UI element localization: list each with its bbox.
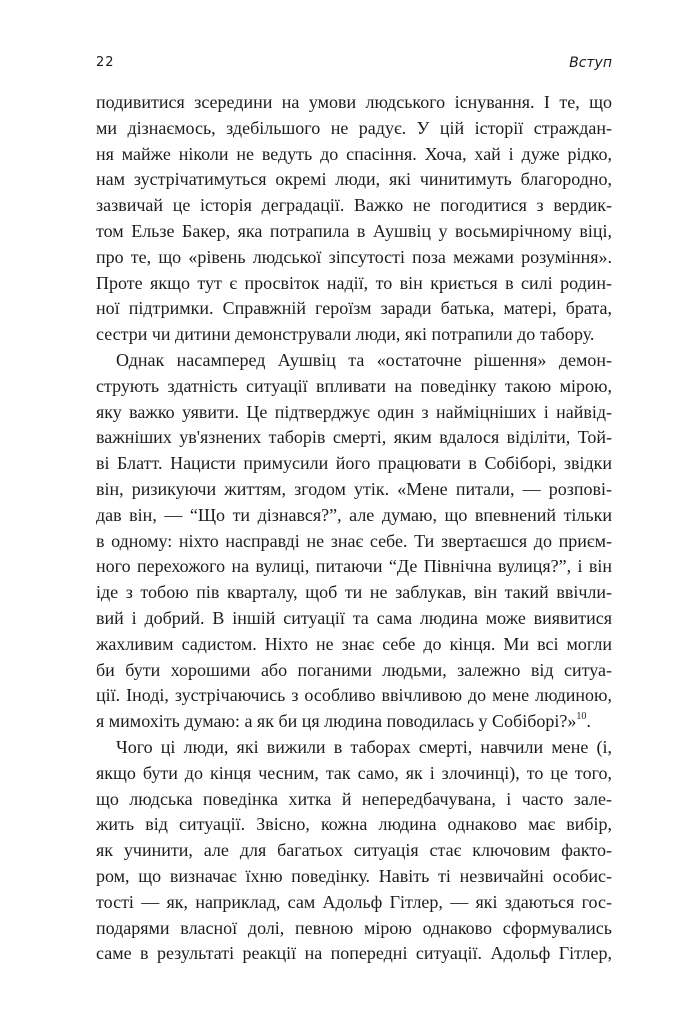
text-line: саме в результаті реакції на попередні ситуації. Адольф Гітлер,: [96, 943, 612, 964]
text-line: струють здатність ситуації впливати на поведінку такою мірою,: [96, 375, 612, 396]
running-head: Вступ: [569, 55, 612, 71]
text-line: про те, що «рівень людської зіпсутості поза межами розуміння».: [96, 246, 612, 267]
text-line: вий і добрий. В іншій ситуації та сама людина може виявитися: [96, 607, 612, 628]
text-line: ної підтримки. Справжній героїзм заради батька, матері, брата,: [96, 298, 612, 319]
text-line: іде з тобою пів кварталу, щоб ти не заблукав, він такий ввічли-: [96, 582, 612, 603]
text-line: ції. Іноді, зустрічаючись з особливо ввічливою до мене людиною,: [96, 685, 612, 706]
text-line: жить від ситуації. Звісно, кожна людина однаково має вибір,: [96, 814, 612, 835]
body-text: [96, 90, 612, 967]
text-line: нам зустрічатимуться окремі люди, які чинитимуть благородно,: [96, 169, 612, 190]
text-line: яку важко уявити. Це підтверджує один з найміцніших і найвід-: [96, 401, 612, 422]
text-line: як учинити, але для багатьох ситуація стає ключовим факто-: [96, 840, 612, 861]
text-line: дав він, — “Що ти дізнався?”, але думаю, що впевнений тільки: [96, 504, 612, 525]
text-line: важніших ув'язнених таборів смерті, яким вдалося віділіти, Той-: [96, 427, 612, 448]
text-line: тості — як, наприклад, сам Адольф Гітлер, — які здаються гос-: [96, 891, 612, 912]
text-line: жахливим садистом. Ніхто не знає себе до кінця. Ми всі могли: [96, 633, 612, 654]
text-line: ня майже ніколи не ведуть до спасіння. Хоча, хай і дуже рідко,: [96, 143, 612, 164]
text-line: подарями власної долі, певною мірою однаково сформувались: [96, 917, 612, 938]
page-number: 22: [96, 55, 115, 70]
text-line: в одному: ніхто насправді не знає себе. Ти звертаєшся до приєм-: [96, 530, 612, 551]
text-line: би бути хорошими або поганими людьми, залежно від ситуа-: [96, 659, 612, 680]
paragraph-2: [96, 348, 612, 735]
text-line: Проте якщо тут є просвіток надії, то він криється в силі родин-: [96, 272, 612, 293]
text-line-with-footnote: я мимохіть думаю: а як би ця людина поводилась у Собіборі?»$^{10}$.: [96, 711, 591, 732]
text-line: сестри чи дитини демонстрували люди, які потрапили до табору.: [96, 324, 595, 345]
text-line: Однак насамперед Аушвіц та «остаточне рішення» демон-: [116, 349, 612, 370]
text-line: якщо бути до кінця чесним, так само, як і злочинці), то це того,: [96, 762, 612, 783]
text-line: ми дізнаємось, здебільшого не радує. У цій історії страждан-: [96, 117, 612, 138]
footnote-reference[interactable]: 10: [576, 711, 587, 723]
text-line: він, ризикуючи життям, згодом утік. «Мене питали, — розпові-: [96, 478, 612, 499]
text-line: ром, що визначає їхню поведінку. Навіть ті незвичайні особис-: [96, 865, 612, 886]
text-line: Чого ці люди, які вижили в таборах смерті, навчили мене (і,: [116, 736, 612, 757]
paragraph-3: [96, 735, 612, 967]
text-line: ві Блатт. Нацисти примусили його працювати в Собіборі, звідки: [96, 453, 612, 474]
text-line: я мимохіть думаю: а як би ця людина поводилась у Собіборі?»: [96, 711, 577, 732]
text-line: що людська поведінка хитка й непередбачувана, і часто зале-: [96, 788, 612, 809]
page-header: [96, 55, 612, 77]
paragraph-1: [96, 90, 612, 348]
text-line: ного перехожого на вулиці, питаючи “Де Північна вулиця?”, і він: [96, 556, 612, 577]
text-line: подивитися зсередини на умови людського існування. І те, що: [96, 92, 612, 112]
text-line: зазвичай це історія деградації. Важко не погодитися з вердик-: [96, 195, 612, 216]
text-line: том Ельзе Бакер, яка потрапила в Аушвіц у восьмирічному віці,: [96, 220, 612, 241]
